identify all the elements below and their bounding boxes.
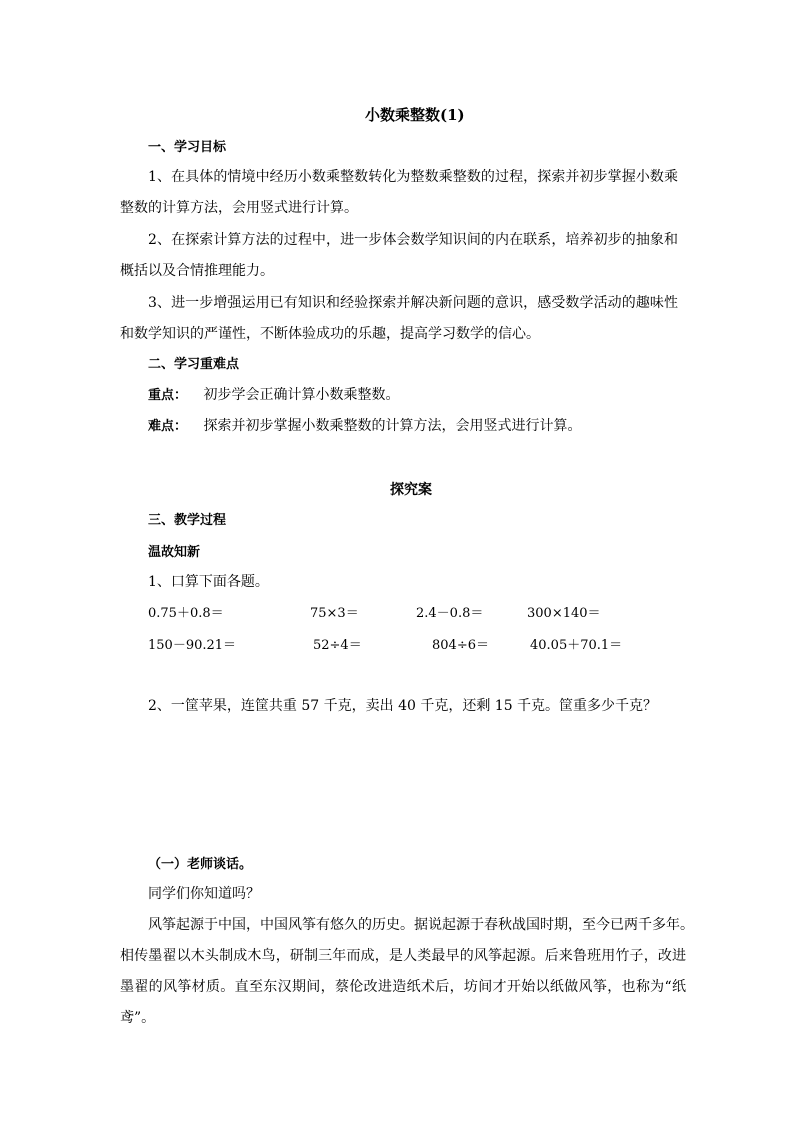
objective-1-line-2: 整数的计算方法，会用竖式进行计算。 [120,200,358,216]
objective-2-line-2: 概括以及合情推理能力。 [120,263,274,279]
question-1: 1、口算下面各题。 [148,574,269,590]
key-point-row [148,384,399,404]
document-title: 小数乘整数(1) [365,106,465,124]
key-point-label: 重点： [148,388,188,403]
difficult-point-text: 探索并初步掌握小数乘整数的计算方法，会用竖式进行计算。 [203,418,582,434]
section-heading-objectives: 一、学习目标 [148,140,227,155]
calc-row1-item1: 0.75＋0.8＝ [148,606,224,621]
kite-paragraph-line-2: 相传墨翟以木头制成木鸟，研制三年而成，是人类最早的风筝起源。后来鲁班用竹子，改进 [120,948,686,964]
question-2: 2、一筐苹果，连筐共重 57 千克，卖出 40 千克，还剩 15 千克。筐重多少千克？ [148,698,658,714]
calc-row2-item2: 52÷4＝ [313,638,362,653]
objective-2-line-1: 2、在探索计算方法的过程中，进一步体会数学知识间的内在联系，培养初步的抽象和 [148,232,678,248]
kite-paragraph-line-3: 墨翟的风筝材质。直至东汉期间，蔡伦改进造纸术后，坊间才开始以纸做风筝，也称为“纸 [120,979,686,995]
section-heading-key-points: 二、学习重难点 [148,357,240,372]
teacher-talk-intro: 同学们你知道吗？ [148,886,260,902]
calc-row1-item2: 75×3＝ [310,606,359,621]
teacher-talk-heading: （一）老师谈话。 [148,857,253,872]
objective-1-line-1: 1、在具体的情境中经历小数乘整数转化为整数乘整数的过程，探索并初步掌握小数乘 [148,169,678,185]
key-point-text: 初步学会正确计算小数乘整数。 [203,387,400,403]
section-heading-process: 三、教学过程 [148,513,227,528]
calc-row2-item3: 804÷6＝ [432,638,489,653]
calc-row2-item4: 40.05＋70.1＝ [530,638,623,653]
calc-row2-item1: 150－90.21＝ [148,638,237,653]
difficult-point-row [148,415,581,435]
review-subheading: 温故知新 [148,545,201,560]
objective-3-line-2: 和数学知识的严谨性，不断体验成功的乐趣，提高学习数学的信心。 [120,326,540,342]
calc-row1-item3: 2.4－0.8＝ [416,606,484,621]
objective-3-line-1: 3、进一步增强运用已有知识和经验探索并解决新问题的意识，感受数学活动的趣味性 [148,295,678,311]
difficult-point-label: 难点： [148,419,188,434]
explore-section-title: 探究案 [390,482,432,498]
calc-row1-item4: 300×140＝ [527,606,601,621]
kite-paragraph-line-4: 鸢”。 [120,1010,156,1026]
kite-paragraph-line-1: 风筝起源于中国，中国风筝有悠久的历史。据说起源于春秋战国时期，至今已两千多年。 [148,917,694,933]
